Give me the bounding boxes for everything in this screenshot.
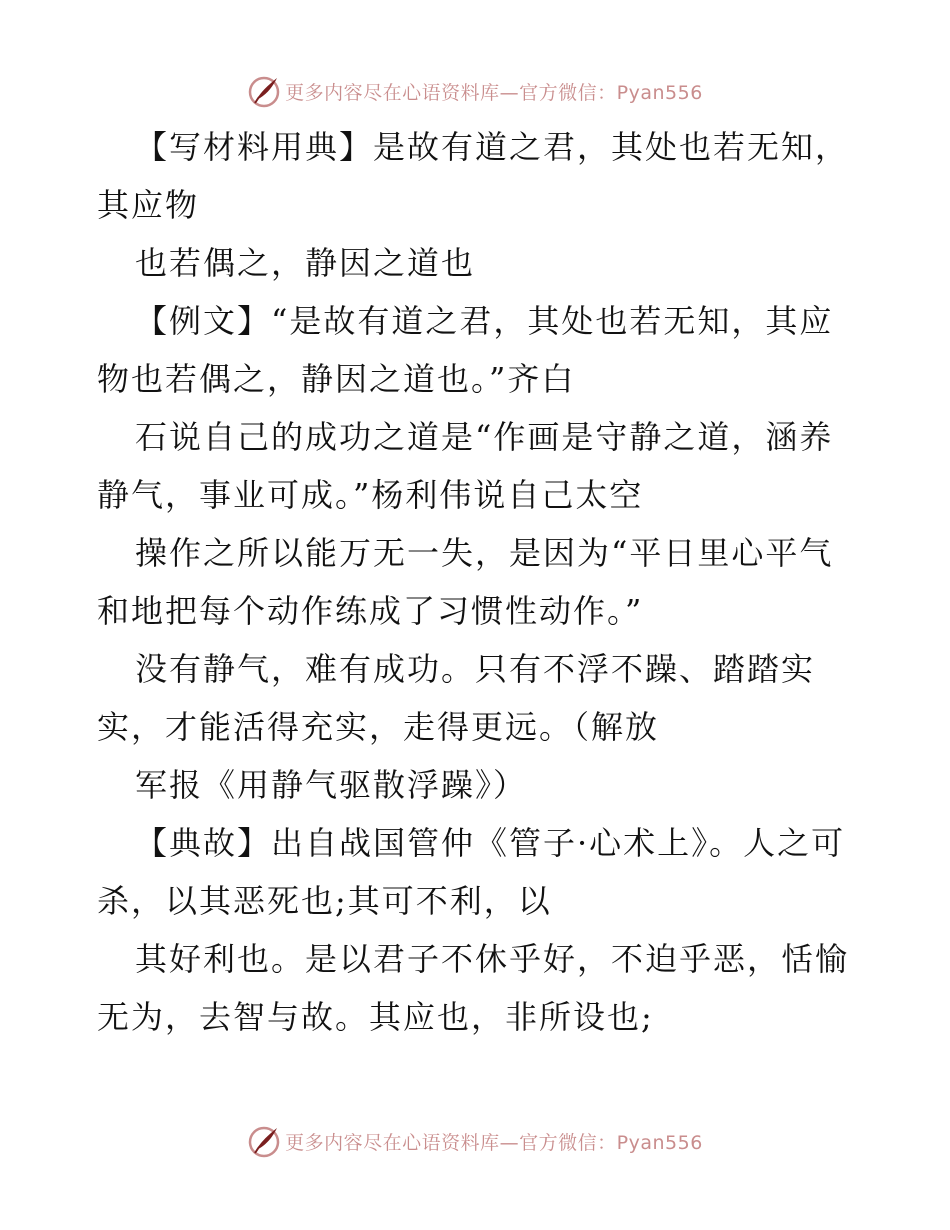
footer-watermark (0, 1121, 950, 1161)
quill-logo-icon (247, 74, 281, 108)
text-line: 也若偶之，静因之道也 (135, 244, 476, 282)
paragraph-1 (97, 118, 857, 234)
text-line: 操作之所以能万无一失，是因为“平日里心平气和地把每个动作练成了习惯性动作。” (97, 534, 834, 630)
header-watermark (0, 71, 950, 111)
paragraph-9 (97, 930, 857, 1046)
document-body (97, 118, 857, 1046)
paragraph-3 (97, 292, 857, 408)
paragraph-5 (97, 524, 857, 640)
text-line: 石说自己的成功之道是“作画是守静之道，涵养静气，事业可成。”杨利伟说自己太空 (97, 418, 834, 514)
paragraph-4 (97, 408, 857, 524)
paragraph-2 (97, 234, 857, 292)
text-line: 没有静气，难有成功。只有不浮不躁、踏踏实实，才能活得充实，走得更远。（解放 (97, 650, 816, 746)
footer-watermark-text: 更多内容尽在心语资料库—官方微信：Pyan556 (285, 1131, 703, 1154)
paragraph-7 (97, 756, 857, 814)
text-line: 其好利也。是以君子不休乎好，不迫乎恶，恬愉无为，去智与故。其应也，非所设也; (97, 940, 850, 1036)
quill-logo-icon (247, 1124, 281, 1158)
header-watermark-text: 更多内容尽在心语资料库—官方微信：Pyan556 (285, 81, 703, 104)
text-line: 军报《用静气驱散浮躁》） (135, 766, 528, 804)
text-line: 【典故】出自战国管仲《管子·心术上》。人之可杀，以其恶死也;其可不利，以 (97, 824, 846, 920)
paragraph-6 (97, 640, 857, 756)
text-line: 【例文】“是故有道之君，其处也若无知，其应物也若偶之，静因之道也。”齐白 (97, 302, 834, 398)
paragraph-8 (97, 814, 857, 930)
text-line: 【写材料用典】是故有道之君，其处也若无知，其应物 (97, 128, 850, 224)
